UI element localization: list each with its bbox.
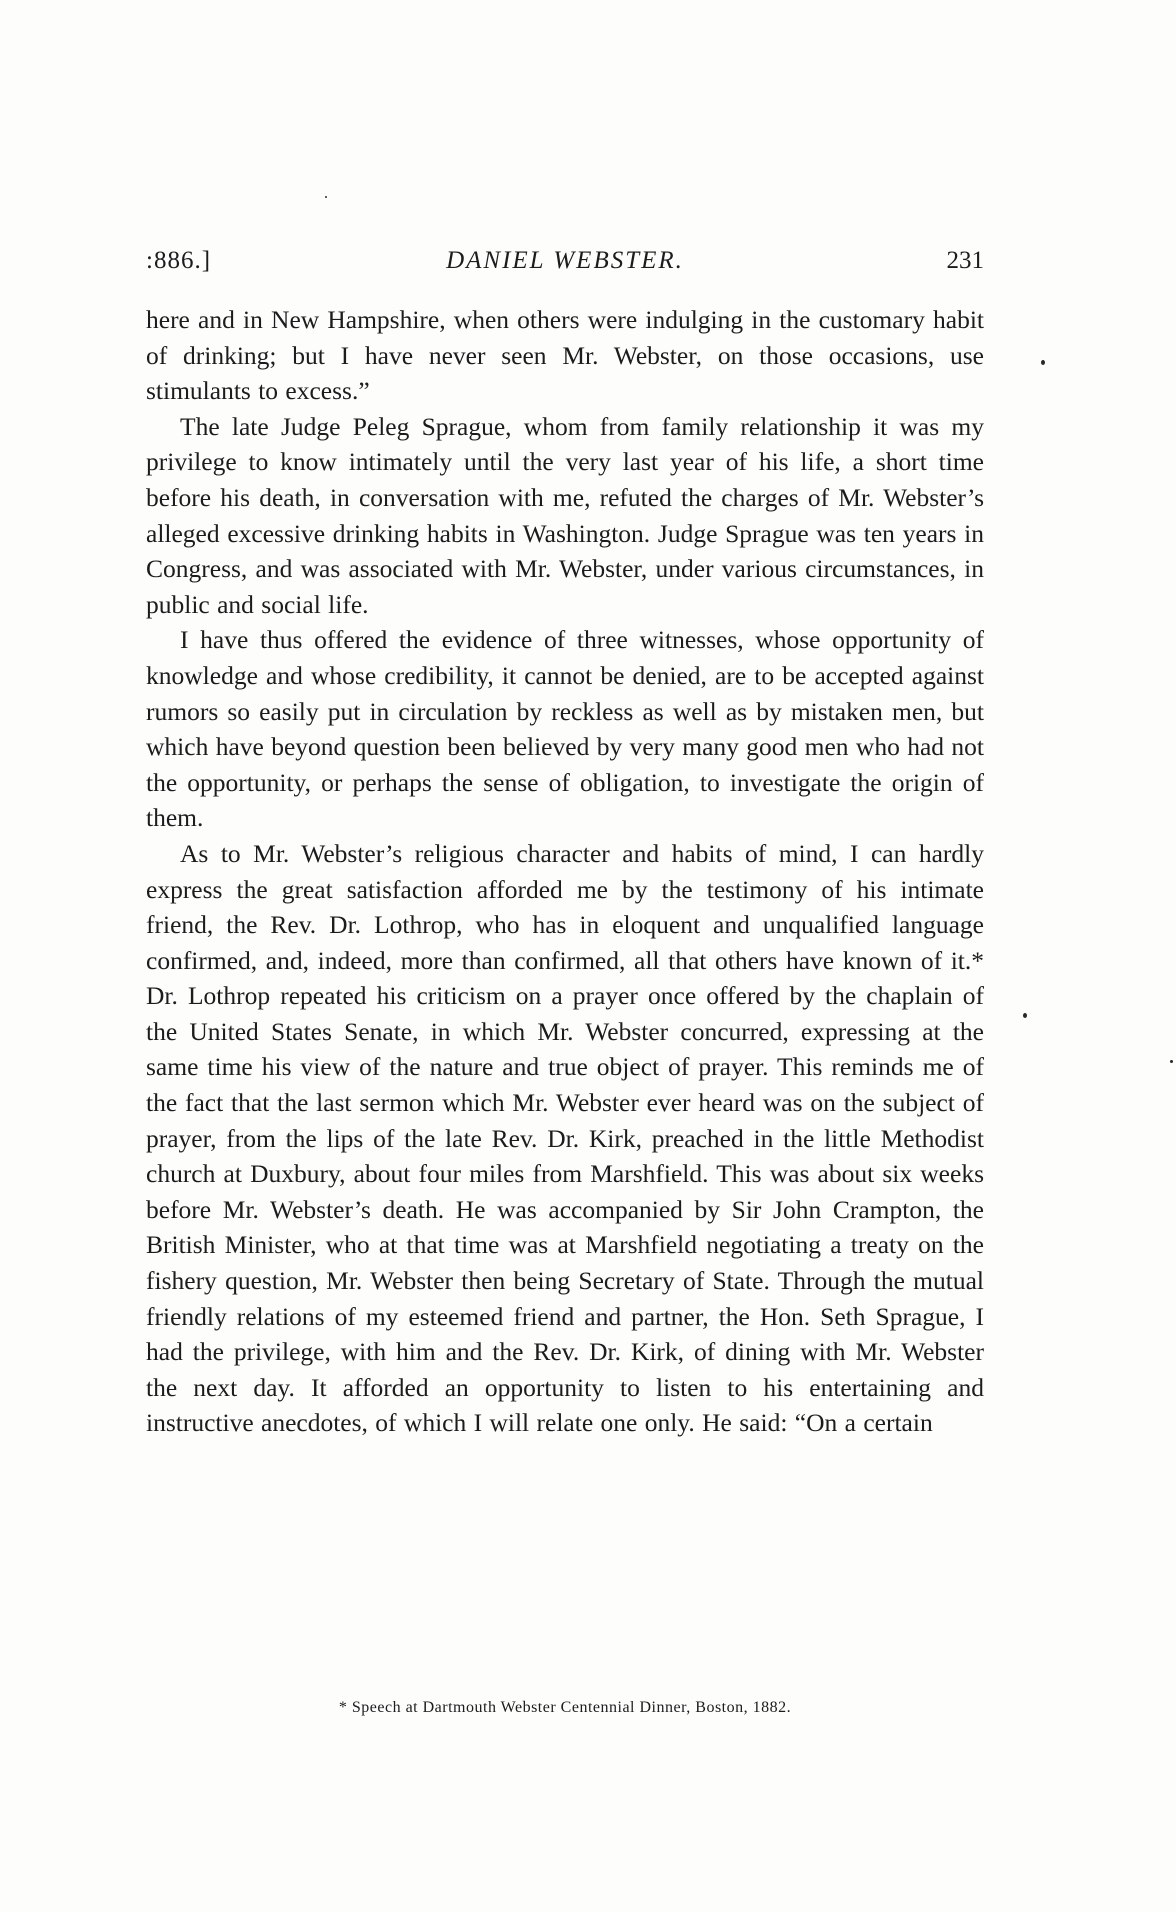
page-number: 231 xyxy=(946,247,984,274)
scan-speck xyxy=(325,196,327,198)
scan-speck xyxy=(1170,1060,1173,1063)
scan-speck xyxy=(1041,360,1045,365)
paragraph-sprague: The late Judge Peleg Sprague, whom from family relationship it was my privilege to know intimately until the very last year of his life, a short time before his death, in conversation with me, refuted the charges of Mr. Webster’s alleged excessive drinking habits in Washington. Judge Sprague was ten years in Congress, and was associated with Mr. Webster, under various circumstances, in public and social life. xyxy=(146,411,984,619)
paragraph-religious-character: As to Mr. Webster’s religious character and habits of mind, I can hardly express the great satisfaction afforded me by the testimony of his intimate friend, the Rev. Dr. Lothrop, who has in eloquent and unqualified language confirmed, and, indeed, more than confirmed, all that others have known of it.* Dr. Lothrop repeated his criticism on a prayer once offered by the chaplain of the United States Senate, in which Mr. Webster concurred, expressing at the same time his view of the nature and true object of prayer. This reminds me of the fact that the last sermon which Mr. Webster ever heard was on the subject of prayer, from the lips of the late Rev. Dr. Kirk, preached in the little Methodist church at Duxbury, about four miles from Marshfield. This was about six weeks before Mr. Webster’s death. He was accompanied by Sir John Crampton, the British Minister, who at that time was at Marshfield negotiating a treaty on the fishery question, Mr. Webster then being Secretary of State. Through the mutual friendly relations of my esteemed friend and partner, the Hon. Seth Sprague, I had the privilege, with him and the Rev. Dr. Kirk, of dining with Mr. Webster the next day. It afforded an opportunity to listen to his entertaining and instructive anecdotes, of which I will relate one only. He said: “On a certain xyxy=(146,838,984,1438)
paragraph-witnesses: I have thus offered the evidence of three witnesses, whose opportunity of knowledge and whose credibility, it cannot be denied, are to be accepted against rumors so easily put in circulation by reckless as well as by mistaken men, but which have beyond question been believed by very many good men who had not the opportunity, or perhaps the sense of obligation, to investigate the origin of them. xyxy=(146,625,985,833)
scan-speck xyxy=(1023,1013,1027,1018)
footnote: * Speech at Dartmouth Webster Centennial Dinner, Boston, 1882. xyxy=(338,1699,792,1716)
running-header xyxy=(146,247,984,283)
paragraph-continued: here and in New Hampshire, when others were indulging in the customary habit of drinking; but I have never seen Mr. Webster, on those occasions, use stimulants to excess.” xyxy=(146,305,984,406)
header-title: DANIEL WEBSTER. xyxy=(446,247,684,274)
body-text xyxy=(146,302,984,1441)
header-year: :886.] xyxy=(146,247,212,274)
